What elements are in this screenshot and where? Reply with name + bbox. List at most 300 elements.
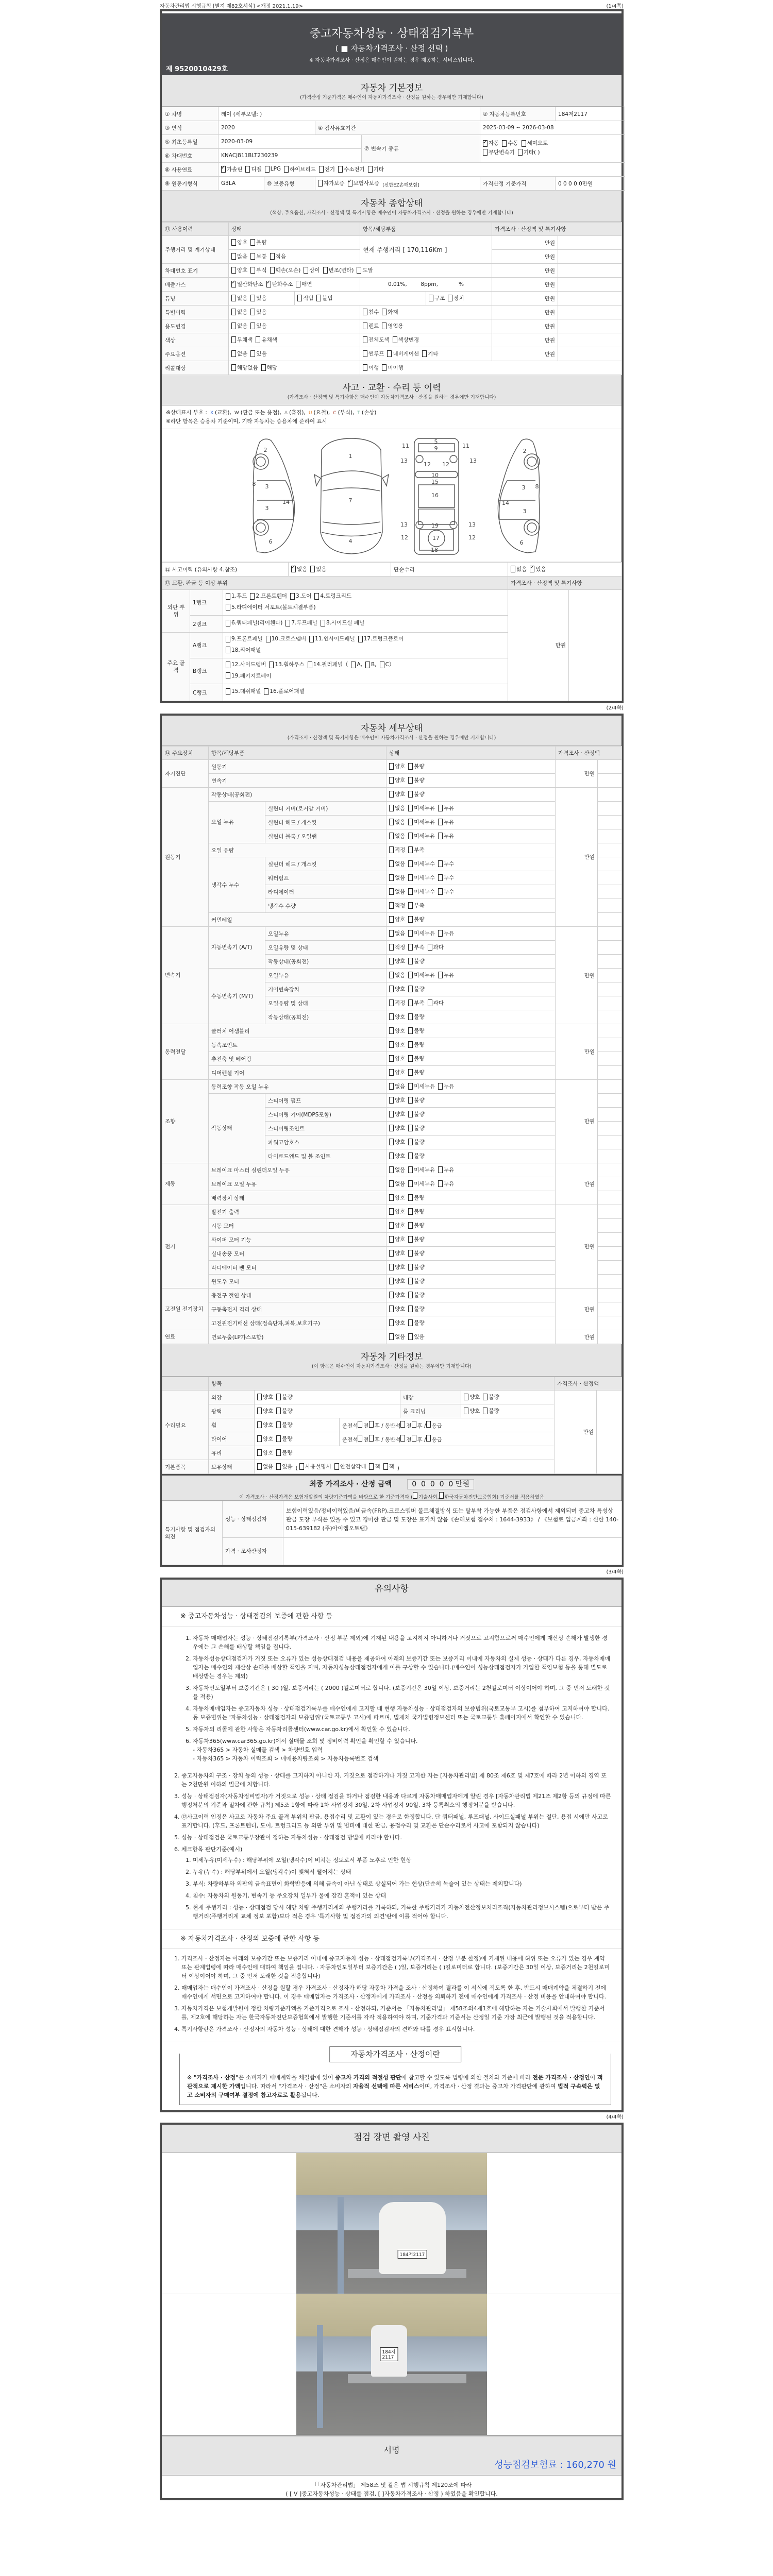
checkbox-option[interactable] — [464, 1393, 480, 1401]
checkbox[interactable] — [408, 1111, 413, 1117]
checkbox[interactable] — [389, 1041, 394, 1048]
checkbox-option[interactable] — [270, 266, 301, 274]
checkbox-option[interactable] — [438, 1082, 454, 1090]
checkbox[interactable] — [250, 239, 255, 246]
checkbox-option[interactable] — [408, 874, 435, 882]
checkbox[interactable] — [389, 1069, 394, 1076]
checkbox-checked[interactable] — [483, 140, 488, 147]
checkbox[interactable] — [276, 1394, 281, 1400]
checkbox[interactable] — [408, 1208, 413, 1215]
price-note[interactable] — [598, 941, 622, 955]
checkbox-option[interactable] — [250, 350, 266, 358]
checkbox-option[interactable] — [231, 294, 247, 302]
checkbox[interactable] — [511, 566, 515, 572]
checkbox[interactable] — [358, 636, 363, 642]
price-note[interactable] — [598, 829, 622, 843]
checkbox-option[interactable] — [338, 165, 365, 173]
checkbox[interactable] — [408, 999, 413, 1006]
checkbox-option[interactable] — [389, 888, 405, 895]
checkbox[interactable] — [408, 1306, 413, 1312]
checkbox[interactable] — [389, 958, 394, 964]
checkbox-option[interactable] — [389, 1166, 405, 1174]
checkbox[interactable] — [389, 1125, 394, 1131]
price-note[interactable] — [598, 1094, 622, 1108]
checkbox[interactable] — [389, 1097, 394, 1104]
checkbox[interactable] — [389, 1166, 394, 1173]
checkbox-option[interactable] — [299, 1463, 331, 1470]
price-note[interactable] — [598, 969, 622, 982]
checkbox-option[interactable] — [231, 239, 247, 246]
checkbox[interactable] — [408, 1292, 413, 1298]
checkbox[interactable] — [257, 1463, 262, 1470]
checkbox-option[interactable] — [518, 149, 540, 156]
checkbox-option[interactable] — [389, 1222, 405, 1229]
checkbox[interactable] — [250, 267, 255, 274]
checkbox[interactable] — [522, 140, 526, 147]
checkbox[interactable] — [389, 1013, 394, 1020]
checkbox[interactable] — [408, 1027, 413, 1034]
checkbox-option[interactable] — [291, 565, 307, 573]
checkbox-option[interactable] — [250, 239, 266, 246]
checkbox-option[interactable] — [266, 280, 293, 288]
checkbox-option[interactable] — [389, 846, 405, 854]
checkbox[interactable] — [257, 1449, 262, 1456]
price-note[interactable] — [598, 1108, 622, 1122]
checkbox-option[interactable] — [408, 1013, 424, 1021]
checkbox-option[interactable] — [408, 832, 435, 840]
checkbox[interactable] — [297, 295, 302, 301]
checkbox[interactable] — [257, 1435, 262, 1442]
checkbox-option[interactable] — [365, 660, 377, 669]
checkbox-option[interactable] — [257, 1421, 273, 1429]
checkbox[interactable] — [408, 1166, 413, 1173]
checkbox-option[interactable] — [226, 671, 272, 681]
checkbox-option[interactable] — [250, 294, 266, 302]
checkbox[interactable] — [438, 1083, 443, 1090]
checkbox-option[interactable] — [276, 1435, 292, 1443]
checkbox[interactable] — [389, 1111, 394, 1117]
checkbox[interactable] — [408, 1153, 413, 1159]
checkbox-option[interactable] — [408, 1082, 435, 1090]
checkbox[interactable] — [389, 805, 394, 811]
checkbox[interactable] — [408, 1097, 413, 1104]
checkbox[interactable] — [408, 1069, 413, 1076]
checkbox-option[interactable] — [408, 776, 424, 784]
price-note[interactable] — [598, 1177, 622, 1191]
checkbox[interactable] — [363, 364, 367, 371]
checkbox[interactable] — [389, 930, 394, 937]
checkbox[interactable] — [382, 323, 386, 329]
checkbox-option[interactable] — [408, 957, 424, 965]
checkbox-option[interactable] — [231, 336, 253, 344]
price-note[interactable] — [598, 1149, 622, 1163]
checkbox-option[interactable] — [256, 336, 277, 344]
checkbox[interactable] — [231, 295, 236, 301]
checkbox[interactable] — [408, 1250, 413, 1257]
checkbox-option[interactable] — [530, 565, 546, 573]
checkbox[interactable] — [408, 958, 413, 964]
checkbox[interactable] — [428, 999, 432, 1006]
checkbox-option[interactable] — [502, 140, 518, 147]
checkbox[interactable] — [276, 1435, 281, 1442]
price-note[interactable] — [598, 1024, 622, 1038]
checkbox-option[interactable] — [231, 322, 247, 330]
price-note[interactable] — [598, 1052, 622, 1066]
checkbox[interactable] — [438, 930, 443, 937]
checkbox-option[interactable] — [383, 1463, 394, 1470]
checkbox[interactable] — [310, 566, 315, 572]
checkbox-option[interactable] — [363, 350, 384, 358]
checkbox-option[interactable] — [438, 874, 454, 882]
checkbox-checked[interactable] — [530, 566, 534, 572]
checkbox[interactable] — [408, 874, 413, 881]
price-note[interactable] — [598, 1080, 622, 1094]
price-note[interactable] — [598, 802, 622, 816]
checkbox[interactable] — [276, 1449, 281, 1456]
checkbox[interactable] — [363, 309, 367, 315]
price-note[interactable] — [569, 590, 622, 701]
checkbox[interactable] — [389, 999, 394, 1006]
checkbox-option[interactable] — [389, 1333, 405, 1341]
price-note[interactable] — [558, 278, 622, 292]
checkbox[interactable] — [408, 1194, 413, 1201]
checkbox-option[interactable] — [296, 280, 312, 288]
checkbox-option[interactable] — [269, 660, 304, 669]
checkbox[interactable] — [257, 1394, 262, 1400]
checkbox[interactable] — [380, 662, 384, 668]
price-note[interactable] — [598, 955, 622, 969]
checkbox[interactable] — [408, 791, 413, 798]
checkbox-option[interactable] — [318, 179, 345, 187]
checkbox[interactable] — [226, 672, 230, 679]
checkbox-option[interactable] — [389, 1069, 405, 1076]
checkbox-option[interactable] — [226, 660, 266, 669]
checkbox[interactable] — [408, 819, 413, 825]
checkbox[interactable] — [369, 1421, 374, 1428]
checkbox[interactable] — [304, 267, 308, 274]
checkbox-option[interactable] — [408, 1041, 424, 1048]
checkbox-option[interactable] — [389, 818, 405, 826]
checkbox[interactable] — [231, 350, 236, 357]
checkbox[interactable] — [408, 846, 413, 853]
checkbox-option[interactable] — [438, 971, 454, 979]
checkbox-option[interactable] — [389, 1208, 405, 1215]
checkbox[interactable] — [464, 1394, 468, 1400]
checkbox[interactable] — [276, 1408, 281, 1414]
price-note[interactable] — [598, 760, 622, 774]
checkbox-option[interactable] — [389, 1110, 405, 1118]
price-note[interactable] — [598, 1136, 622, 1149]
checkbox-option[interactable] — [257, 1407, 273, 1415]
checkbox-option[interactable] — [438, 1166, 454, 1174]
checkbox[interactable] — [389, 860, 394, 867]
checkbox-option[interactable] — [357, 266, 373, 274]
checkbox-option[interactable] — [257, 1463, 273, 1470]
checkbox[interactable] — [250, 295, 255, 301]
checkbox-option[interactable] — [522, 140, 548, 147]
checkbox[interactable] — [358, 1421, 362, 1428]
checkbox-option[interactable] — [257, 1449, 273, 1456]
checkbox-option[interactable] — [389, 1124, 405, 1132]
checkbox-option[interactable] — [276, 1449, 292, 1456]
checkbox-option[interactable] — [231, 280, 263, 288]
checkbox[interactable] — [316, 295, 321, 301]
checkbox[interactable] — [408, 1083, 413, 1090]
checkbox[interactable] — [408, 1125, 413, 1131]
checkbox-option[interactable] — [408, 1249, 424, 1257]
checkbox-option[interactable] — [226, 618, 282, 628]
checkbox-option[interactable] — [389, 985, 405, 993]
checkbox-option[interactable] — [389, 999, 405, 1007]
checkbox[interactable] — [290, 593, 295, 600]
checkbox[interactable] — [389, 972, 394, 978]
checkbox-option[interactable] — [226, 591, 247, 601]
checkbox[interactable] — [393, 336, 397, 343]
checkbox-option[interactable] — [389, 790, 405, 798]
checkbox-checked[interactable] — [221, 166, 226, 173]
checkbox-option[interactable] — [389, 1180, 405, 1188]
checkbox[interactable] — [358, 1435, 362, 1442]
checkbox[interactable] — [389, 1153, 394, 1159]
checkbox-option[interactable] — [408, 1180, 435, 1188]
checkbox[interactable] — [250, 323, 255, 329]
price-note[interactable] — [598, 1289, 622, 1302]
checkbox-option[interactable] — [389, 1096, 405, 1104]
checkbox[interactable] — [389, 874, 394, 881]
checkbox-option[interactable] — [389, 1041, 405, 1048]
checkbox[interactable] — [389, 1208, 394, 1215]
checkbox[interactable] — [257, 1421, 262, 1428]
checkbox[interactable] — [314, 593, 319, 600]
checkbox[interactable] — [408, 986, 413, 992]
checkbox[interactable] — [264, 688, 268, 695]
checkbox-option[interactable] — [309, 634, 355, 643]
checkbox[interactable] — [389, 1292, 394, 1298]
checkbox-option[interactable] — [382, 322, 403, 330]
price-note[interactable] — [598, 996, 622, 1010]
checkbox-option[interactable] — [226, 603, 316, 612]
checkbox-option[interactable] — [408, 943, 424, 951]
checkbox[interactable] — [389, 1194, 394, 1201]
checkbox-option[interactable] — [389, 957, 405, 965]
checkbox-option[interactable] — [285, 618, 317, 628]
checkbox[interactable] — [321, 620, 325, 626]
checkbox-option[interactable] — [257, 1393, 273, 1401]
checkbox-option[interactable] — [438, 929, 454, 937]
checkbox-checked[interactable] — [348, 180, 352, 187]
checkbox[interactable] — [438, 805, 443, 811]
checkbox-option[interactable] — [389, 1235, 405, 1243]
checkbox-option[interactable] — [389, 1152, 405, 1160]
checkbox[interactable] — [389, 902, 394, 909]
checkbox[interactable] — [231, 267, 236, 274]
checkbox[interactable] — [412, 1435, 416, 1442]
checkbox[interactable] — [270, 267, 275, 274]
checkbox-option[interactable] — [369, 1463, 380, 1470]
checkbox[interactable] — [428, 944, 432, 951]
checkbox-option[interactable] — [408, 1194, 424, 1201]
checkbox[interactable] — [276, 1421, 281, 1428]
checkbox-option[interactable] — [389, 832, 405, 840]
checkbox-option[interactable] — [408, 1055, 424, 1062]
checkbox[interactable] — [231, 239, 236, 246]
checkbox-option[interactable] — [408, 1138, 424, 1146]
price-note[interactable] — [598, 1038, 622, 1052]
checkbox[interactable] — [389, 986, 394, 992]
checkbox[interactable] — [389, 763, 394, 770]
checkbox[interactable] — [389, 1264, 394, 1270]
checkbox-option[interactable] — [231, 364, 258, 371]
checkbox-option[interactable] — [408, 916, 424, 923]
checkbox-option[interactable] — [511, 565, 527, 573]
checkbox[interactable] — [408, 1278, 413, 1284]
checkbox-option[interactable] — [276, 1407, 292, 1415]
checkbox-option[interactable] — [297, 294, 313, 302]
checkbox[interactable] — [363, 350, 367, 357]
checkbox-checked[interactable] — [231, 281, 236, 287]
checkbox-option[interactable] — [438, 832, 454, 840]
checkbox-option[interactable] — [408, 999, 424, 1007]
checkbox[interactable] — [408, 1264, 413, 1270]
checkbox-option[interactable] — [389, 1055, 405, 1062]
checkbox[interactable] — [408, 1013, 413, 1020]
checkbox-option[interactable] — [389, 1277, 405, 1285]
checkbox[interactable] — [438, 972, 443, 978]
checkbox-option[interactable] — [408, 860, 435, 868]
checkbox[interactable] — [369, 1435, 374, 1442]
price-note[interactable] — [598, 1205, 622, 1219]
checkbox-option[interactable] — [408, 1277, 424, 1285]
price-note[interactable] — [558, 306, 622, 319]
checkbox-option[interactable] — [438, 1180, 454, 1188]
checkbox-checked[interactable] — [291, 566, 296, 572]
checkbox-option[interactable] — [323, 266, 354, 274]
checkbox[interactable] — [483, 1394, 488, 1400]
checkbox-option[interactable] — [483, 1407, 499, 1415]
checkbox-option[interactable] — [382, 364, 403, 371]
checkbox[interactable] — [226, 604, 230, 611]
checkbox[interactable] — [408, 888, 413, 895]
checkbox[interactable] — [368, 166, 373, 173]
checkbox-option[interactable] — [264, 687, 304, 696]
checkbox-option[interactable] — [250, 322, 266, 330]
price-note[interactable] — [558, 333, 622, 347]
checkbox[interactable] — [226, 647, 230, 653]
checkbox[interactable] — [226, 620, 230, 626]
checkbox[interactable] — [408, 902, 413, 909]
checkbox[interactable] — [412, 1421, 416, 1428]
checkbox-option[interactable] — [464, 1407, 480, 1415]
checkbox[interactable] — [438, 888, 443, 895]
price-note[interactable] — [598, 1247, 622, 1261]
checkbox-option[interactable] — [226, 687, 261, 696]
checkbox-option[interactable] — [438, 860, 454, 868]
checkbox-option[interactable] — [408, 846, 424, 854]
checkbox[interactable] — [318, 180, 323, 187]
checkbox[interactable] — [400, 1421, 405, 1428]
price-note[interactable] — [598, 843, 622, 857]
checkbox-option[interactable] — [408, 1319, 424, 1327]
checkbox[interactable] — [231, 323, 236, 329]
checkbox-option[interactable] — [438, 804, 454, 812]
checkbox[interactable] — [383, 1463, 388, 1470]
checkbox[interactable] — [518, 149, 523, 156]
checkbox-option[interactable] — [438, 818, 454, 826]
checkbox-option[interactable] — [389, 971, 405, 979]
checkbox-option[interactable] — [284, 165, 316, 173]
checkbox-option[interactable] — [363, 336, 390, 344]
checkbox-option[interactable] — [314, 591, 351, 601]
checkbox[interactable] — [438, 860, 443, 867]
checkbox[interactable] — [408, 763, 413, 770]
price-note[interactable] — [558, 292, 622, 306]
checkbox[interactable] — [408, 1139, 413, 1145]
checkbox[interactable] — [438, 874, 443, 881]
checkbox[interactable] — [389, 1180, 394, 1187]
checkbox[interactable] — [389, 888, 394, 895]
checkbox-option[interactable] — [408, 902, 424, 909]
checkbox[interactable] — [265, 166, 270, 173]
checkbox-option[interactable] — [231, 350, 247, 358]
checkbox[interactable] — [408, 1333, 413, 1340]
checkbox[interactable] — [365, 662, 370, 668]
checkbox-option[interactable] — [250, 266, 266, 274]
checkbox[interactable] — [483, 1408, 488, 1414]
checkbox[interactable] — [226, 662, 230, 668]
checkbox[interactable] — [363, 336, 367, 343]
checkbox-option[interactable] — [483, 149, 515, 156]
checkbox[interactable] — [250, 593, 255, 600]
checkbox[interactable] — [438, 833, 443, 839]
checkbox-option[interactable] — [231, 266, 247, 274]
checkbox-option[interactable] — [408, 1305, 424, 1313]
checkbox-option[interactable] — [257, 1435, 273, 1443]
checkbox[interactable] — [323, 267, 328, 274]
checkbox[interactable] — [308, 662, 312, 668]
checkbox[interactable] — [256, 336, 260, 343]
checkbox[interactable] — [389, 777, 394, 784]
checkbox[interactable] — [389, 916, 394, 923]
checkbox-option[interactable] — [250, 308, 266, 316]
checkbox[interactable] — [408, 805, 413, 811]
checkbox[interactable] — [408, 930, 413, 937]
checkbox-option[interactable] — [358, 634, 404, 643]
checkbox-option[interactable] — [276, 1393, 292, 1401]
checkbox[interactable] — [389, 1236, 394, 1243]
checkbox-option[interactable] — [304, 266, 320, 274]
checkbox-option[interactable] — [261, 364, 277, 371]
checkbox[interactable] — [389, 833, 394, 839]
checkbox-option[interactable] — [389, 762, 405, 770]
checkbox[interactable] — [299, 1463, 304, 1470]
checkbox[interactable] — [382, 364, 386, 371]
price-note[interactable] — [598, 885, 622, 899]
price-note[interactable] — [598, 1330, 622, 1344]
checkbox[interactable] — [309, 636, 314, 642]
checkbox[interactable] — [226, 688, 230, 695]
checkbox-option[interactable] — [389, 902, 405, 909]
checkbox-option[interactable] — [321, 618, 364, 628]
checkbox-option[interactable] — [408, 1166, 435, 1174]
checkbox[interactable] — [250, 350, 255, 357]
checkbox-option[interactable] — [226, 634, 263, 643]
checkbox[interactable] — [387, 350, 392, 357]
checkbox-option[interactable] — [389, 929, 405, 937]
checkbox[interactable] — [408, 833, 413, 839]
checkbox[interactable] — [351, 662, 356, 668]
checkbox[interactable] — [464, 1408, 468, 1414]
checkbox-option[interactable] — [408, 1124, 424, 1132]
